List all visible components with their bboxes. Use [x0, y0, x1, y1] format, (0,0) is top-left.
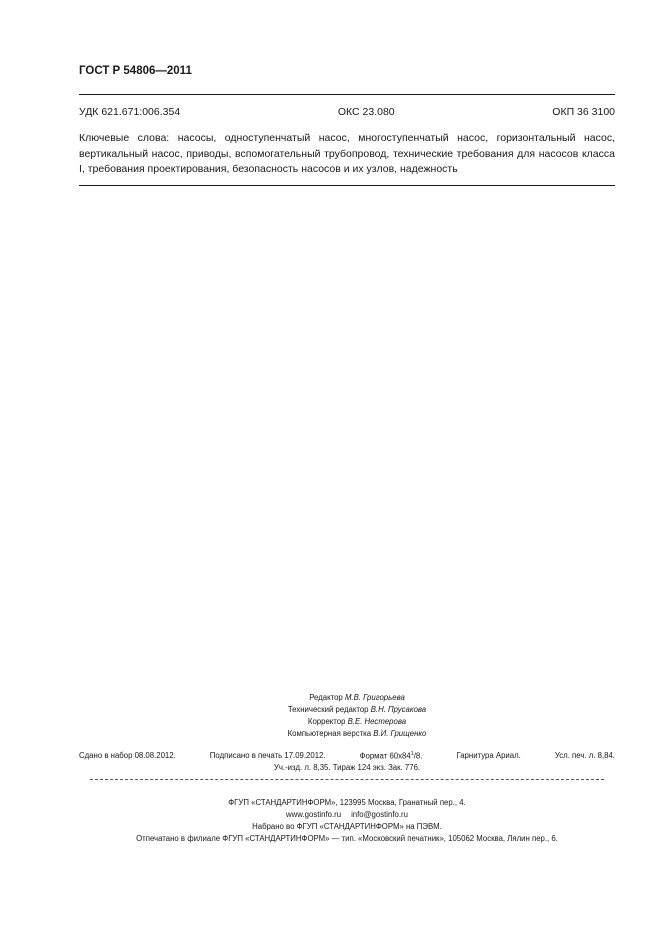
layout-label: Компьютерная верстка	[287, 729, 372, 738]
publisher-contacts	[79, 809, 615, 821]
corrector-line	[150, 716, 564, 728]
imprint-line	[79, 751, 615, 761]
format-suffix: /8.	[413, 751, 423, 761]
top-rule	[79, 94, 615, 95]
email-link[interactable]: info@gostinfo.ru	[351, 810, 408, 819]
editor-label: Редактор	[309, 693, 343, 702]
paper-format	[360, 751, 423, 761]
layout-line	[150, 728, 564, 740]
format-prefix: Формат 60х84	[359, 751, 411, 761]
format-sup: 1	[410, 751, 414, 757]
tech-editor-name: В.Н. Прусакова	[370, 705, 427, 714]
udk-code: УДК 621.671:006.354	[79, 106, 181, 118]
corrector-label: Корректор	[307, 717, 346, 726]
typeset-date: Сдано в набор 08.08.2012.	[79, 751, 176, 760]
corrector-name: В.Е. Нестерова	[347, 717, 407, 726]
typeset-note: Набрано во ФГУП «СТАНДАРТИНФОРМ» на ПЭВМ.	[252, 822, 442, 831]
oks-code: ОКС 23.080	[337, 106, 395, 118]
publisher-address: ФГУП «СТАНДАРТИНФОРМ», 123995 Москва, Гранатный пер., 4.	[228, 798, 466, 807]
editor-line	[150, 692, 564, 704]
dashed-separator	[90, 779, 604, 780]
printed-note: Отпечатано в филиале ФГУП «СТАНДАРТИНФОРМ» — тип. «Московский печатник», 105062 Москва, Лялин пер., 6.	[136, 834, 558, 843]
classification-row	[79, 106, 615, 120]
layout-name: В.И. Грищенко	[373, 729, 427, 738]
bottom-rule	[79, 185, 615, 186]
tech-editor-line	[150, 704, 564, 716]
website-link[interactable]: www.gostinfo.ru	[286, 810, 342, 819]
tech-editor-label: Технический редактор	[287, 705, 369, 714]
standard-number: ГОСТ Р 54806—2011	[79, 65, 192, 77]
keywords-paragraph: Ключевые слова: насосы, одноступенчатый насос, многоступенчатый насос, горизонтальный насос, вертикальный насос, приводы, вспомогательный трубопровод, технические требования для насосов класса I, требования проектирования, безопасность насосов и их узлов, надежность	[79, 132, 615, 176]
pages-line: Уч.-изд. л. 8,35. Тираж 124 экз. Зак. 776.	[273, 763, 421, 772]
print-sheets: Усл. печ. л. 8,84.	[554, 751, 615, 760]
font-name: Гарнитура Ариал.	[456, 751, 521, 760]
okp-code: ОКП 36 3100	[552, 106, 615, 118]
signed-date: Подписано в печать 17.09.2012.	[209, 751, 326, 760]
publisher-block	[79, 797, 615, 845]
editor-name: М.В. Григорьева	[344, 693, 405, 702]
credits-block	[150, 692, 564, 740]
